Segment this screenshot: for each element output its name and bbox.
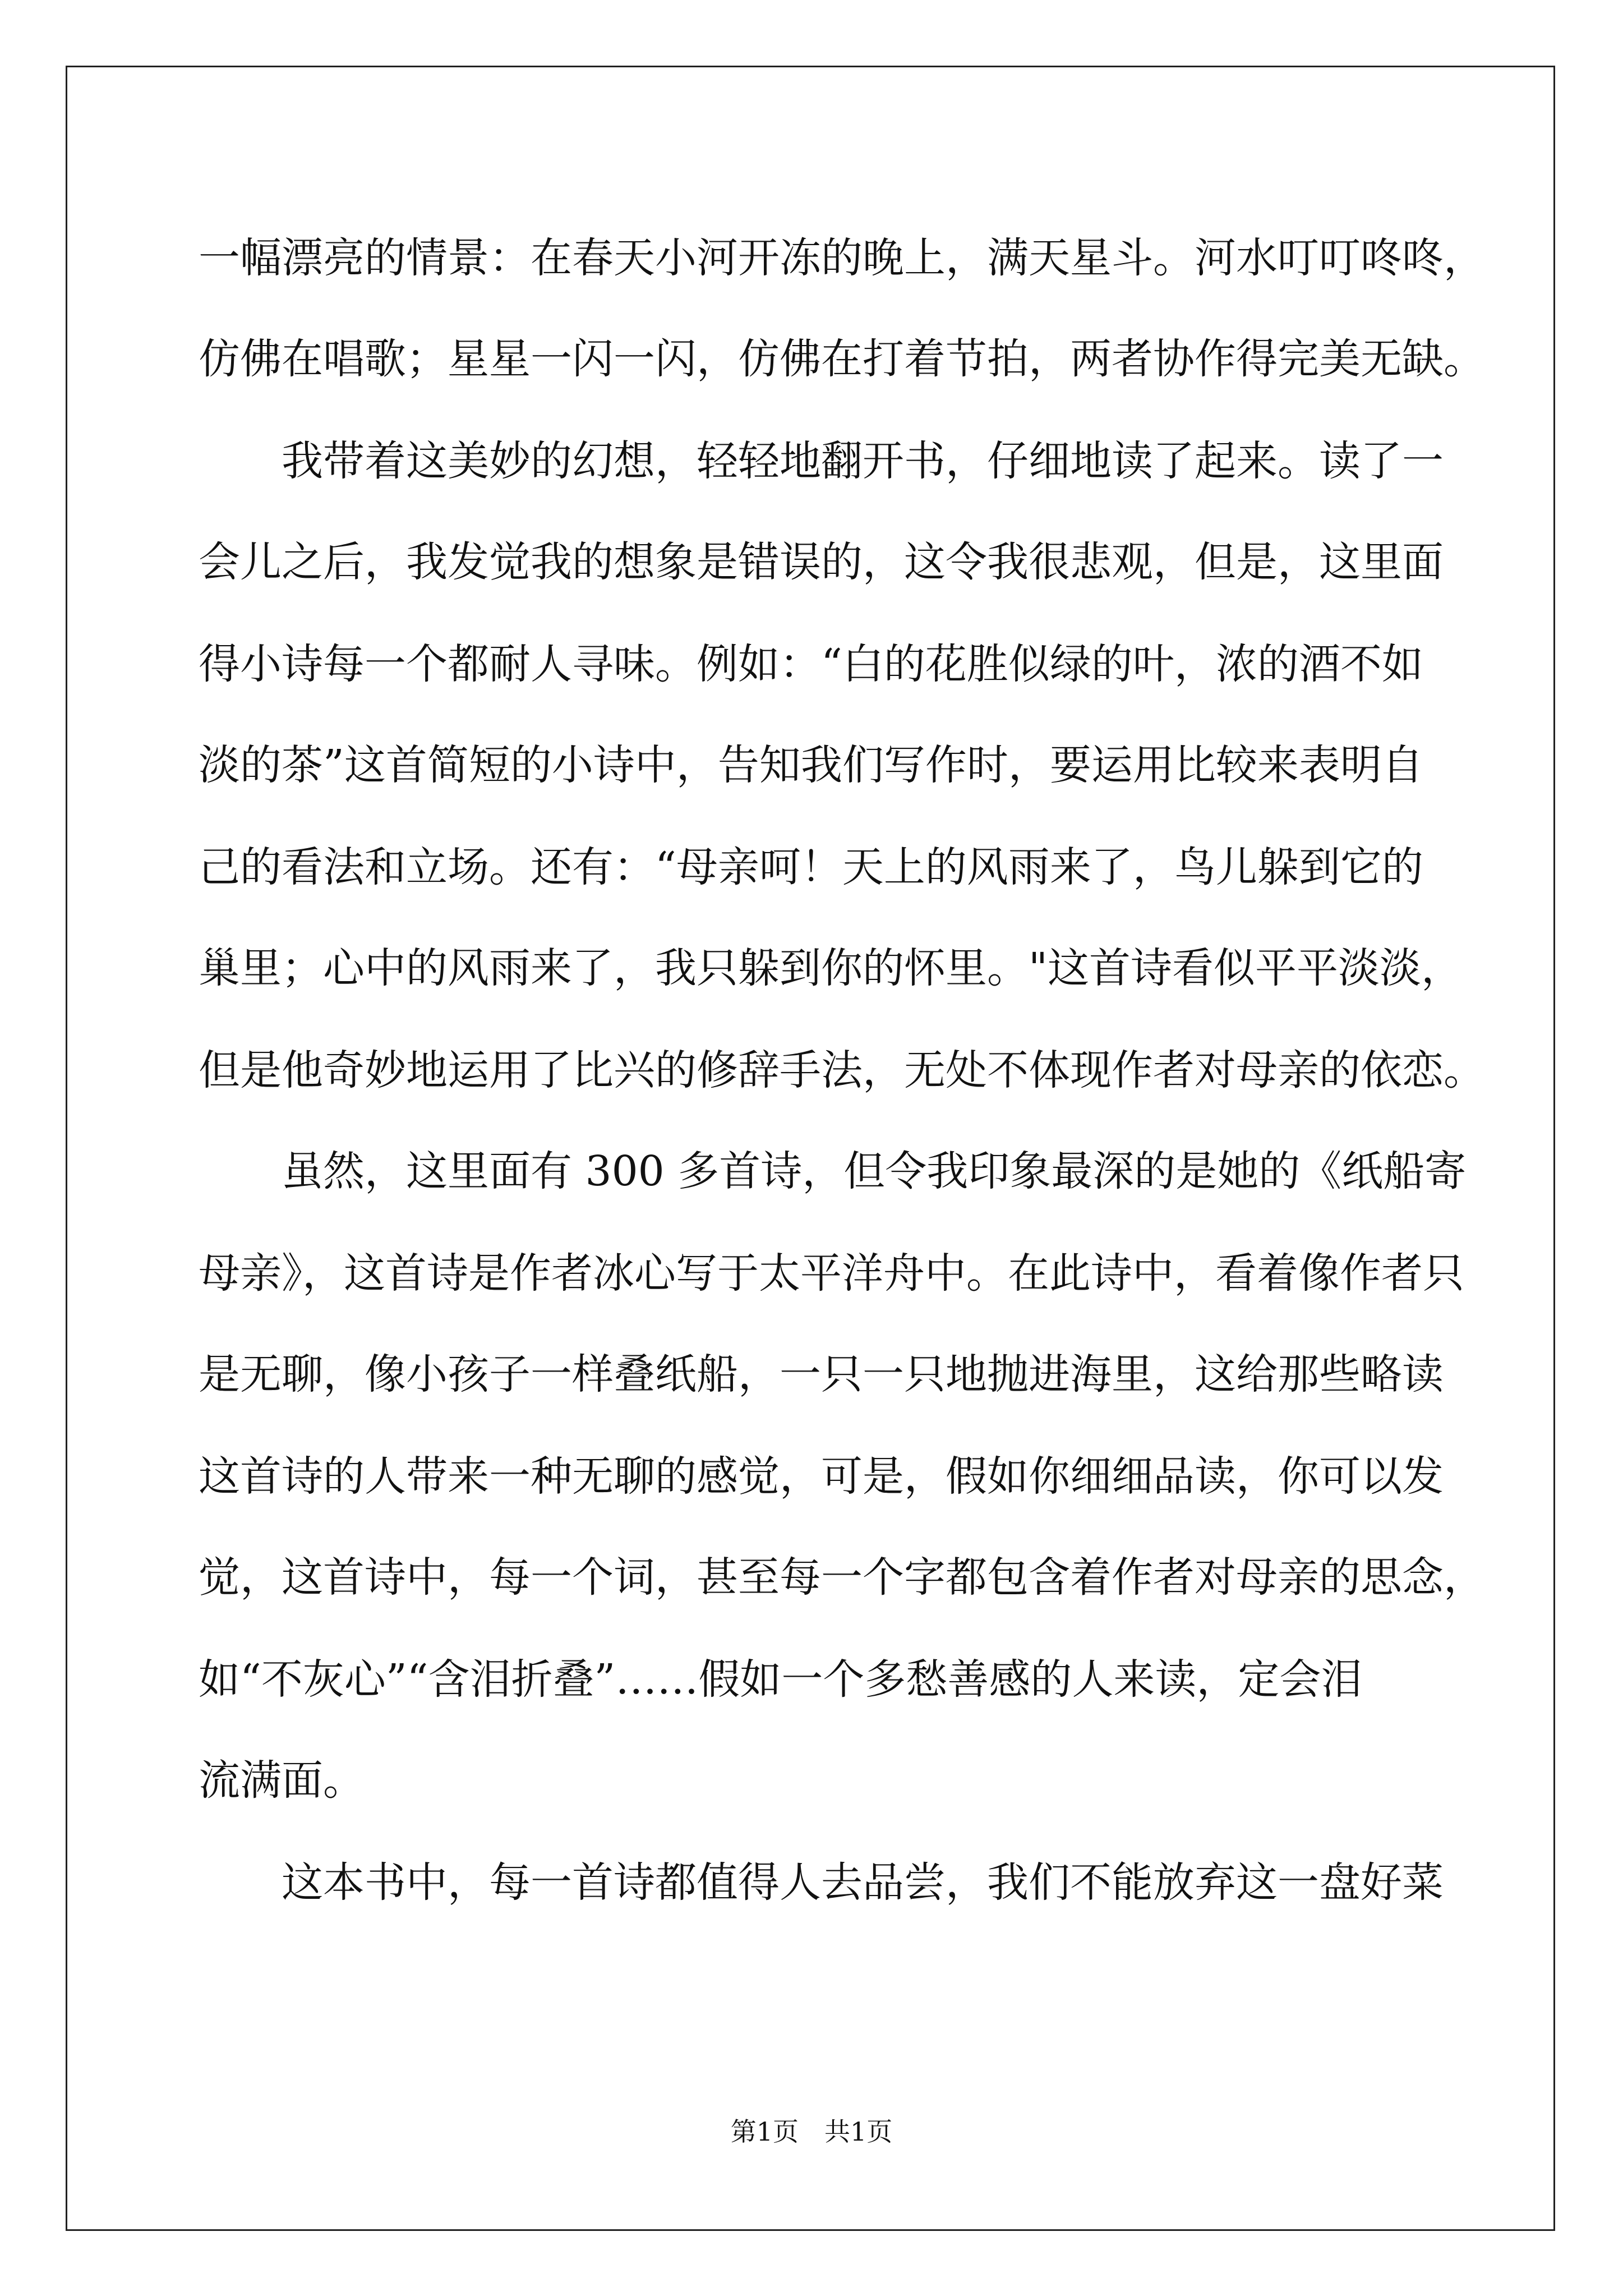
text-line: 是无聊，像小孩子一样叠纸船，一只一只地抛进海里，这给那些略读 — [199, 1350, 1444, 1398]
text-line: 一幅漂亮的情景：在春天小河开冻的晚上，满天星斗。河水叮叮咚咚， — [199, 234, 1485, 282]
text-line: 母亲》，这首诗是作者冰心写于太平洋舟中。在此诗中，看着像作者只 — [199, 1249, 1464, 1297]
text-line: 虽然，这里面有 300 多首诗，但令我印象最深的是她的《纸船寄 — [199, 1147, 1467, 1195]
text-line: 仿佛在唱歌；星星一闪一闪，仿佛在打着节拍，两者协作得完美无缺。 — [199, 335, 1485, 383]
text-line: 淡的茶”这首简短的小诗中，告知我们写作时，要运用比较来表明自 — [199, 741, 1423, 789]
text-line: 觉，这首诗中，每一个词，甚至每一个字都包含着作者对母亲的思念， — [199, 1553, 1485, 1602]
text-line: 会儿之后，我发觉我的想象是错误的，这令我很悲观，但是，这里面 — [199, 538, 1444, 586]
text-line: 我带着这美妙的幻想，轻轻地翻开书，仔细地读了起来。读了一 — [199, 437, 1444, 485]
text-line: 得小诗每一个都耐人寻味。例如：“白的花胜似绿的叶，浓的酒不如 — [199, 640, 1423, 688]
text-line: 己的看法和立场。还有：“母亲呵！天上的风雨来了，鸟儿躲到它的 — [199, 843, 1423, 891]
page-footer: 第1页 共1页 — [730, 2116, 893, 2147]
text-line: 流满面。 — [199, 1756, 365, 1805]
text-line: 巢里；心中的风雨来了，我只躲到你的怀里。"这首诗看似平平淡淡， — [199, 944, 1463, 992]
text-line: 如“不灰心”“含泪折叠”……假如一个多愁善感的人来读，定会泪 — [199, 1655, 1363, 1704]
text-line: 这首诗的人带来一种无聊的感觉，可是，假如你细细品读，你可以发 — [199, 1452, 1444, 1501]
text-line: 但是他奇妙地运用了比兴的修辞手法，无处不体现作者对母亲的依恋。 — [199, 1046, 1485, 1094]
text-line: 这本书中，每一首诗都值得人去品尝，我们不能放弃这一盘好菜 — [199, 1858, 1444, 1907]
